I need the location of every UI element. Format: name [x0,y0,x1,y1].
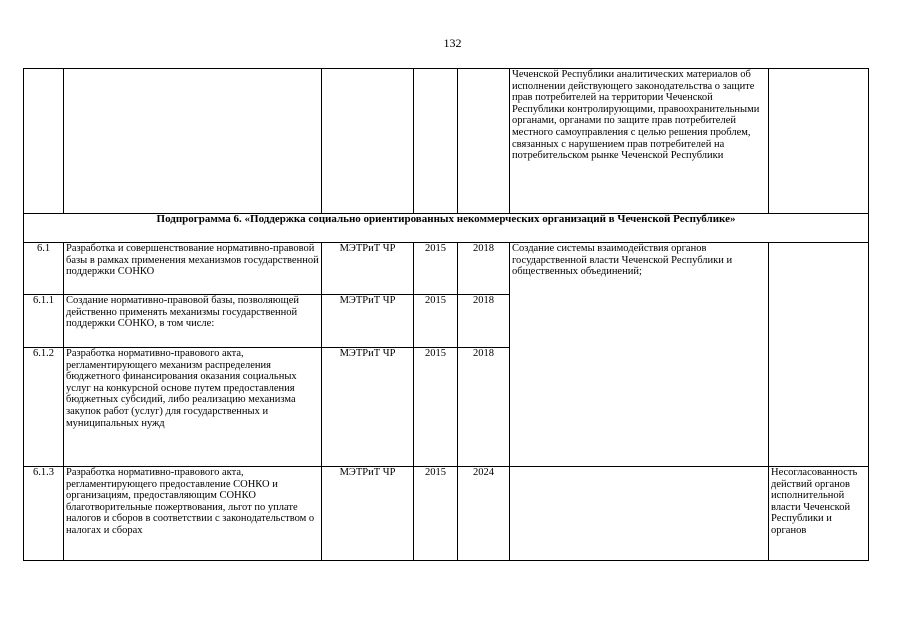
result-cell-empty [510,467,769,561]
row-end-year: 2018 [458,243,510,295]
risk-cell-empty [769,243,869,467]
program-table [23,68,869,561]
row-executor: МЭТРиТ ЧР [322,348,414,467]
cell-text-empty [64,69,322,214]
subprogram-row [24,214,869,243]
cell-num-empty [24,69,64,214]
row-end-year: 2018 [458,348,510,467]
row-start-year: 2015 [414,467,458,561]
row-start-year: 2015 [414,295,458,348]
row-end-year: 2024 [458,467,510,561]
cell-start-empty [414,69,458,214]
row-executor: МЭТРиТ ЧР [322,467,414,561]
merged-result: Создание системы взаимодействия органов государственной власти Чеченской Республики и общественных объединений; [510,243,769,467]
subprogram-title: Подпрограмма 6. «Поддержка социально ориентированных некоммерческих организаций в Чеченской Республике» [24,214,869,243]
row-executor: МЭТРиТ ЧР [322,243,414,295]
cell-result-continued: Чеченской Республики аналитических материалов об исполнении действующего законодательства о защите прав потребителей на территории Чеченской Республики контролирующими, правоохранительными органами, органами по защите прав потребителей местного самоуправления с целью решения проблем, связанных с нарушением прав потребителей на потребительском рынке Чеченской Республики [510,69,769,214]
table-row [24,467,869,561]
row-start-year: 2015 [414,243,458,295]
table-row-continued [24,69,869,214]
row-activity: Разработка нормативно-правового акта, регламентирующего механизм распределения бюджетного финансирования оказания социальных услуг на конкурсной основе путем предоставления бюджетных субсидий, либо реализацию механизма закупок работ (услуг) для государственных и муниципальных нужд [64,348,322,467]
row-executor: МЭТРиТ ЧР [322,295,414,348]
row-activity: Разработка нормативно-правового акта, регламентирующего предоставление СОНКО и организациям, предоставляющим СОНКО благотворительные пожертвования, льгот по уплате налогов и сборов в соответствии с законодательством о налогах и сборах [64,467,322,561]
row-start-year: 2015 [414,348,458,467]
row-end-year: 2018 [458,295,510,348]
row-number: 6.1.1 [24,295,64,348]
row-activity: Создание нормативно-правовой базы, позволяющей действенно применять механизмы государственной поддержки СОНКО, в том числе: [64,295,322,348]
risk-text: Несогласованность действий органов исполнительной власти Чеченской Республики и органов [769,467,869,561]
page-number: 132 [443,36,462,50]
cell-executor-empty [322,69,414,214]
cell-end-empty [458,69,510,214]
table-row [24,243,869,295]
row-number: 6.1.3 [24,467,64,561]
row-number: 6.1 [24,243,64,295]
row-activity: Разработка и совершенствование нормативно-правовой базы в рамках применения механизмов государственной поддержки СОНКО [64,243,322,295]
row-number: 6.1.2 [24,348,64,467]
cell-risk-empty [769,69,869,214]
